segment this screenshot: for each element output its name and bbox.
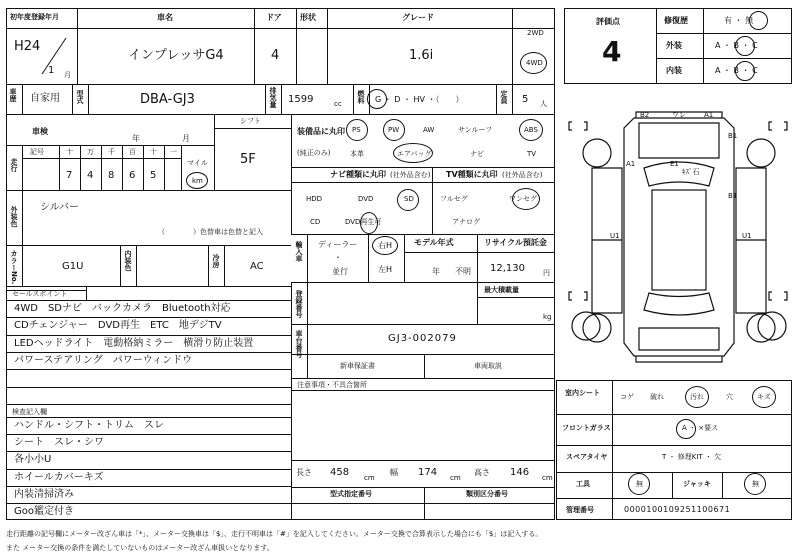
interior-grade: A ・ B ・ C <box>715 66 758 75</box>
mileage-digit-header: 記号 <box>30 148 44 156</box>
equipment-item: AW <box>423 126 435 134</box>
drive-4wd-circle <box>520 52 547 74</box>
max-load-label: 最大積載量 <box>484 286 519 294</box>
seat-scratch-circle <box>752 386 776 408</box>
registration-label: 登録番号 <box>295 290 303 318</box>
mark-a1-front: A1 <box>704 111 714 119</box>
car-name: インプレッサG4 <box>128 48 224 63</box>
drive-4wd: 4WD <box>526 59 543 67</box>
tv-sub: (社外品含む) <box>502 171 543 179</box>
seat-condition-item: コゲ <box>620 393 634 401</box>
inspector-entry-line: Goo鑑定付き <box>14 506 74 517</box>
mark-b1-right: B1 <box>728 132 738 140</box>
seats: 5 <box>522 94 529 105</box>
shape-label: 形状 <box>300 13 316 22</box>
jack-none-circle <box>744 473 766 495</box>
equipment-item: TV <box>527 150 537 158</box>
model-year-unknown: 不明 <box>455 267 471 276</box>
equipment-item: ABS <box>524 126 538 134</box>
nav-sd-circle <box>397 189 419 211</box>
repair-none-circle <box>749 11 768 30</box>
chassis-number: GJ3-002079 <box>388 333 457 344</box>
sales-point-line: CDチェンジャー DVD再生 ETC 地デジTV <box>14 320 222 332</box>
doors: 4 <box>271 48 280 63</box>
inspector-entry-line: シート スレ・シワ <box>14 437 104 449</box>
mark-stone-chip: ｷｽﾞ石 <box>682 168 700 176</box>
notes-label: 注意事項・不具合箇所 <box>297 381 367 389</box>
equipment-item: エアバッグ <box>397 150 432 158</box>
width-label: 幅 <box>390 468 398 477</box>
equipment-sub: (純正のみ) <box>297 149 331 157</box>
mileage-digit: 5 <box>150 170 157 181</box>
equipment-airbag-circle <box>393 143 433 163</box>
height-label: 高さ <box>474 468 490 477</box>
mark-a1-left: A1 <box>626 160 636 168</box>
mileage-digit-header: 十 <box>66 148 73 156</box>
interior-color-label: 内装色 <box>124 250 132 271</box>
mark-u1-right: U1 <box>742 232 752 240</box>
mark-b1-right-2: B1 <box>728 192 738 200</box>
mileage-digit-header: 千 <box>108 148 115 156</box>
score-label: 評価点 <box>596 17 620 26</box>
mileage-digit-header: 十 <box>150 148 157 156</box>
class-number-label: 類別区分番号 <box>466 490 508 498</box>
front-glass-value: A ・ ×要ス <box>682 424 719 432</box>
equipment-pw-circle <box>383 119 405 141</box>
interior-grade-circle <box>735 61 755 81</box>
tv-item: ワンセグ <box>509 195 537 203</box>
displacement-label: 排気量 <box>269 87 277 108</box>
first-reg-month: 1 <box>48 65 55 76</box>
import-left: 左H <box>378 265 393 274</box>
km-label: km <box>192 177 203 185</box>
nav-dvd-play-circle <box>360 212 378 234</box>
right-hand-circle <box>372 236 398 255</box>
first-reg-label: 初年度登録年月 <box>10 13 59 21</box>
inspector-entry-line: 内装清掃済み <box>14 488 74 500</box>
type-designation-label: 型式指定番号 <box>330 490 372 498</box>
car-damage-diagram <box>564 98 792 380</box>
ac-label: 冷房 <box>212 254 220 268</box>
nav-item: DVD再生可 <box>345 218 382 226</box>
seat-dirt-circle <box>685 386 709 408</box>
mark-ware: ワレ <box>672 111 686 119</box>
front-glass-a-circle <box>676 419 696 439</box>
tools-value: 無 <box>636 480 643 488</box>
repair-label: 修復歴 <box>664 16 688 25</box>
equipment-ps-circle <box>346 119 368 141</box>
import-label: 輸入車 <box>295 241 303 262</box>
recycle-label: リサイクル預託金 <box>484 238 547 247</box>
model-year-label: モデル年式 <box>414 238 454 247</box>
interior-grade-label: 内装 <box>666 66 682 75</box>
score-value: 4 <box>602 35 622 68</box>
km-circle <box>186 172 208 189</box>
equipment-item: サンルーフ <box>458 126 493 134</box>
ac-value: AC <box>250 261 264 272</box>
nav-item: CD <box>310 218 321 226</box>
inspector-entry-line: 各小小U <box>14 454 52 466</box>
fuel-label: 燃料 <box>357 90 365 104</box>
equipment-item: PW <box>388 126 400 134</box>
mark-e1: E1 <box>670 160 679 168</box>
spare-tire-value: T ・ 修理KIT ・ 欠 <box>662 453 722 461</box>
drive-2wd: 2WD <box>527 29 544 37</box>
seat-condition-item: 穴 <box>726 393 733 401</box>
length-value: 458 <box>330 467 350 478</box>
nav-item: DVD <box>358 195 374 203</box>
mileage-digit: 4 <box>87 170 94 181</box>
tools-none-circle <box>628 473 650 495</box>
mileage-digit: 7 <box>66 170 73 181</box>
tv-item: フルセグ <box>440 195 468 203</box>
import-right: 右H <box>378 241 393 250</box>
cc-unit: cc <box>334 100 342 108</box>
first-reg-era: H24 <box>14 39 41 54</box>
exterior-grade: A ・ B ・ C <box>715 41 758 50</box>
new-warranty-label: 新車保証書 <box>340 362 375 370</box>
footer-note-1: 走行距離の記号欄にメーター改ざん車は「*」、メーター交換車は「$」、走行不明車は「#」を記入してください。メーター交換で合算表示した場合にも「$」は記入する。 <box>6 530 543 538</box>
equipment-item: 本革 <box>350 150 364 158</box>
management-number: 0000100109251100671 <box>624 505 731 514</box>
inspection-label: 車検 <box>32 127 48 136</box>
shift-label: シフト <box>240 117 261 125</box>
mileage-digit: 6 <box>129 170 136 181</box>
seat-condition-item: キズ <box>757 393 771 401</box>
fuel-g-circle <box>367 89 387 109</box>
inspector-entry-line: ホイールカバーキズ <box>14 471 104 483</box>
import-dealer: ディーラー <box>318 240 358 249</box>
inspector-label: 検査記入欄 <box>12 408 47 416</box>
length-label: 長さ <box>296 468 312 477</box>
seats-label: 定員 <box>500 90 508 104</box>
inspection-month: 月 <box>182 134 190 143</box>
mileage-digit-header: 一 <box>170 148 177 156</box>
repair-value: 有 ・ 無 <box>724 16 754 25</box>
sales-point-line: パワーステアリング パワーウィンドウ <box>14 354 193 366</box>
footer-note-2: また メーター交換の条件を満たしていないものはメーター改ざん車扱いとなります。 <box>6 544 274 552</box>
mark-b2-front: B2 <box>640 111 650 119</box>
model-year: 年 <box>432 267 440 276</box>
mile-label: マイル <box>187 159 208 167</box>
max-load-kg: kg <box>543 313 552 321</box>
exterior-grade-circle <box>735 36 755 56</box>
mileage-digit-header: 百 <box>129 148 136 156</box>
category-label: 車歴 <box>9 88 17 102</box>
tools-label: 工具 <box>576 480 590 488</box>
seats-unit: 人 <box>540 100 547 108</box>
mileage-label: 走行 <box>10 158 18 172</box>
equipment-item: ナビ <box>470 150 484 158</box>
chassis-label: 車台番号 <box>295 330 303 358</box>
color-no-label: カラーNo. <box>10 250 18 285</box>
exterior-label: 外装色 <box>10 206 18 227</box>
length-unit: cm <box>364 474 375 482</box>
nav-sub: (社外品含む) <box>390 171 431 179</box>
seat-condition-item: 破れ <box>650 393 664 401</box>
fuel-options: G ・ D ・ HV ・（ ） <box>375 95 464 104</box>
tv-oneseg-circle <box>512 188 540 210</box>
grade: 1.6i <box>409 48 434 63</box>
exterior-value: シルバー <box>40 202 80 213</box>
equipment-abs-circle <box>519 119 543 141</box>
jack-label: ジャッキ <box>683 480 711 488</box>
model: DBA-GJ3 <box>140 92 195 107</box>
usage: 自家用 <box>30 93 60 104</box>
inspection-year: 年 <box>132 134 140 143</box>
shift-value: 5F <box>240 152 256 167</box>
displacement: 1599 <box>288 94 314 105</box>
seat-condition-item: 汚れ <box>690 393 704 401</box>
model-label: 型式 <box>76 90 84 104</box>
width-value: 174 <box>418 467 438 478</box>
recycle-yen: 円 <box>543 269 550 277</box>
import-dot: ・ <box>334 253 342 262</box>
sales-point-line: LEDヘッドライト 電動格納ミラー 横滑り防止装置 <box>14 337 254 349</box>
mark-u1-left: U1 <box>610 232 620 240</box>
height-unit: cm <box>542 474 553 482</box>
nav-item: SD <box>404 195 414 203</box>
sales-point-line: 4WD SDナビ バックカメラ Bluetooth対応 <box>14 303 231 314</box>
sales-label: セールスポイント <box>12 290 68 298</box>
recycle-value: 12,130 <box>490 263 525 274</box>
nav-item: HDD <box>306 195 323 203</box>
tv-label: TV種類に丸印 <box>446 170 498 179</box>
manual-label: 車両取説 <box>474 362 502 370</box>
grade-label: グレード <box>402 13 434 22</box>
color-no: G1U <box>62 261 84 272</box>
jack-value: 無 <box>752 480 759 488</box>
width-unit: cm <box>450 474 461 482</box>
month-suffix: 月 <box>64 71 71 79</box>
exterior-grade-label: 外装 <box>666 41 682 50</box>
import-parallel: 並行 <box>332 267 348 276</box>
front-glass-label: フロントガラス <box>562 424 611 432</box>
exterior-paren: （ ）色替車は色替と記入 <box>158 228 263 236</box>
carname-label: 車名 <box>157 13 173 22</box>
mileage-digit: 8 <box>108 170 115 181</box>
management-label: 管理番号 <box>566 506 594 514</box>
spare-tire-label: スペアタイヤ <box>566 453 608 461</box>
tv-item: アナログ <box>452 218 480 226</box>
nav-label: ナビ種類に丸印 <box>330 170 386 179</box>
door-label: ドア <box>266 13 282 22</box>
mileage-digit-header: 万 <box>87 148 94 156</box>
equipment-item: PS <box>352 126 361 134</box>
height-value: 146 <box>510 467 530 478</box>
equipment-label: 装備品に丸印 <box>297 127 345 136</box>
inspector-entry-line: ハンドル・シフト・トリム スレ <box>14 420 164 431</box>
interior-seat-label: 室内シート <box>565 389 600 397</box>
